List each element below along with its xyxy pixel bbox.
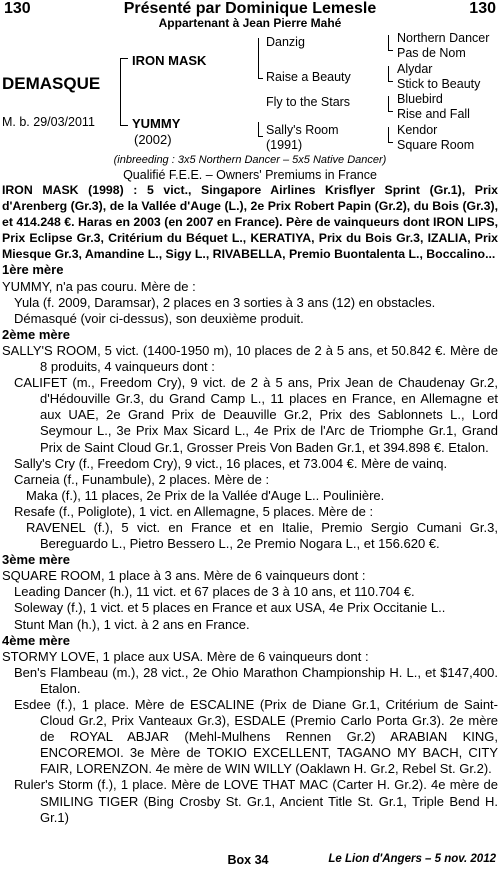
g4-3: Alydar <box>397 62 433 76</box>
horse-birth: M. b. 29/03/2011 <box>2 115 95 129</box>
section-title: 1ère mère <box>2 262 64 278</box>
dam-line: YUMMY, n'a pas couru. Mère de : <box>2 278 196 294</box>
bracket-line <box>258 78 263 79</box>
produce-line: Sally's Cry (f., Freedom Cry), 9 vict., 16 places, et 73.004 €. Mère de vainq. <box>14 455 448 471</box>
lot-number-left: 130 <box>4 0 31 17</box>
produce-line: Ben's Flambeau (m.), 28 vict., 2e Ohio Marathon Championship H. L., et $147,400. Etalon. <box>14 664 498 696</box>
bracket-line <box>388 127 389 142</box>
bracket-line <box>388 50 393 51</box>
owner-line: Appartenant à Jean Pierre Mahé <box>158 16 342 30</box>
bracket-line <box>258 122 259 136</box>
produce-line: Carneia (f., Funambule), 2 places. Mère de : <box>14 471 270 487</box>
produce-line: Esdee (f.), 1 place. Mère de ESCALINE (Prix de Diane Gr.1, Critérium de Saint-Cloud Gr.2, Prix Vanteaux Gr.3), ESDALE (Premio Carlo Porta Gr.3). 2e mère de ROYAL ABJAR (Mehl-Mulhens Rennen Gr.2) ARABIAN KING, ENCOREMOI. 3e Mère de TOKIO EXCELLENT, TAGANO MY BACH, CITY FAIR, LORENZON. 4e mère de WIN WILLY (Oaklawn H. Gr.2, Rebel St. Gr.2). <box>14 697 498 777</box>
page-footer <box>0 853 496 871</box>
section-title: 3ème mère <box>2 552 70 568</box>
produce-line: Yula (f. 2009, Daramsar), 2 places en 3 sorties à 3 ans (12) en obstacles. <box>14 294 436 310</box>
produce-line: Ruler's Storm (f.), 1 place. Mère de LOVE THAT MAC (Carter H. Gr.2). 4e mère de SMILING TIGER (Bing Crosby St. Gr.1, Ancient Title St. Gr.1, Triple Bend H. Gr.1) <box>14 777 498 825</box>
dam-dam-year: (1991) <box>266 138 303 152</box>
produce-line: Resafe (f., Poliglote), 1 vict. en Allemagne, 5 places. Mère de : <box>14 503 374 519</box>
inbreeding-note: (inbreeding : 3x5 Northern Dancer – 5x5 Native Dancer) <box>113 154 387 166</box>
qualification-note: Qualifié F.E.E. – Owners' Premiums in France <box>123 168 377 182</box>
dam-year: (2002) <box>134 132 172 147</box>
produce-line: Maka (f.), 11 places, 2e Prix de la Vallée d'Auge L.. Poulinière. <box>26 487 385 503</box>
dam-line: STORMY LOVE, 1 place aux USA. Mère de 6 vainqueurs dont : <box>2 648 369 664</box>
horse-name: DEMASQUE <box>2 74 101 93</box>
produce-line: Leading Dancer (h.), 11 vict. et 67 places de 3 à 10 ans, et 110.704 €. <box>14 584 415 600</box>
lot-number-right: 130 <box>469 0 496 17</box>
bracket-line <box>388 142 393 143</box>
section-title: 4ème mère <box>2 632 70 648</box>
sire-dam: Raise a Beauty <box>266 70 351 84</box>
produce-line: RAVENEL (f.), 5 vict. en France et en Italie, Premio Sergio Cumani Gr.3, Bereguardo L., Pietro Bessero L., 2e Premio Nogara L., et 156.620 €. <box>26 519 498 552</box>
lot-header <box>4 0 496 30</box>
bracket-line <box>120 58 128 59</box>
dam-sire: Fly to the Stars <box>266 95 351 109</box>
produce-line: Soleway (f.), 1 vict. et 5 places en France et aux USA, 4e Prix Occitanie L.. <box>14 600 446 616</box>
bracket-line <box>120 125 128 126</box>
dam-line: SALLY'S ROOM, 5 vict. (1400-1950 m), 10 places de 2 à 5 ans, et 50.842 €. Mère de 8 produits, 4 vainqueurs dont : <box>2 342 498 375</box>
sire-name: IRON MASK <box>132 53 207 68</box>
section-title: 2ème mère <box>2 326 70 342</box>
g4-6: Rise and Fall <box>397 107 470 121</box>
g4-8: Square Room <box>397 138 475 152</box>
bracket-line <box>388 81 393 82</box>
catalog-body <box>2 182 498 826</box>
g4-2: Pas de Nom <box>397 46 466 60</box>
bracket-line <box>388 96 389 111</box>
bracket-line <box>258 136 263 137</box>
g4-7: Kendor <box>397 123 438 137</box>
pedigree-table <box>0 30 500 158</box>
sale-venue: Le Lion d'Angers – 5 nov. 2012 <box>328 853 496 865</box>
produce-line: Stunt Man (h.), 1 vict. à 2 ans en France. <box>14 616 250 632</box>
dam-line: SQUARE ROOM, 1 place à 3 ans. Mère de 6 vainqueurs dont : <box>2 568 366 584</box>
bracket-line <box>258 38 259 78</box>
produce-line: Démasqué (voir ci-dessus), son deuxième produit. <box>14 310 304 326</box>
dam-dam: Sally's Room <box>266 123 339 137</box>
bracket-line <box>388 35 389 50</box>
bracket-line <box>120 58 121 125</box>
sire-paragraph: IRON MASK (1998) : 5 vict., Singapore Airlines Krisflyer Sprint (Gr.1), Prix d'Arenberg (Gr.3), de la Vallée d'Auge (L.), 2e Prix Robert Papin (Gr.2), du Bois (Gr.3), et 414.248 €. Haras en 2003 (en 2007 en France). Père de vainqueurs dont IRON LIPS, Prix Eclipse Gr.3, Critérium du Béquet L., KERATIYA, Prix du Bois Gr.3, IZALIA, Prix Miesque Gr.3, Amandine L., Sigy L., RIVABELLA, Premio Buontalenta L., Boccalino... <box>2 183 498 262</box>
presenter-title: Présenté par Dominique Lemesle <box>123 0 377 17</box>
sire-sire: Danzig <box>266 35 305 49</box>
produce-line: CALIFET (m., Freedom Cry), 9 vict. de 2 à 5 ans, Prix Jean de Chaudenay Gr.2, d'Hédouville Gr.3, du Grand Camp L., 11 places en France, en Allemagne et aux UAE, 2e Grand Prix de Deauville Gr.2, Prix des Sablonnets L., Lord Seymour L., 3e Prix Max Sicard L., 4e Prix de l'Arc de Triomphe Gr.1, Grand Prix de Saint Cloud Gr.1, Grosser Preis Von Baden Gr.1, et 394.898 €. Etalon. <box>14 375 498 455</box>
g4-5: Bluebird <box>397 92 443 106</box>
g4-4: Stick to Beauty <box>397 77 481 91</box>
dam-name: YUMMY <box>132 116 181 131</box>
bracket-line <box>388 66 389 81</box>
g4-1: Northern Dancer <box>397 31 490 45</box>
bracket-line <box>388 111 393 112</box>
box-number: Box 34 <box>227 853 269 867</box>
